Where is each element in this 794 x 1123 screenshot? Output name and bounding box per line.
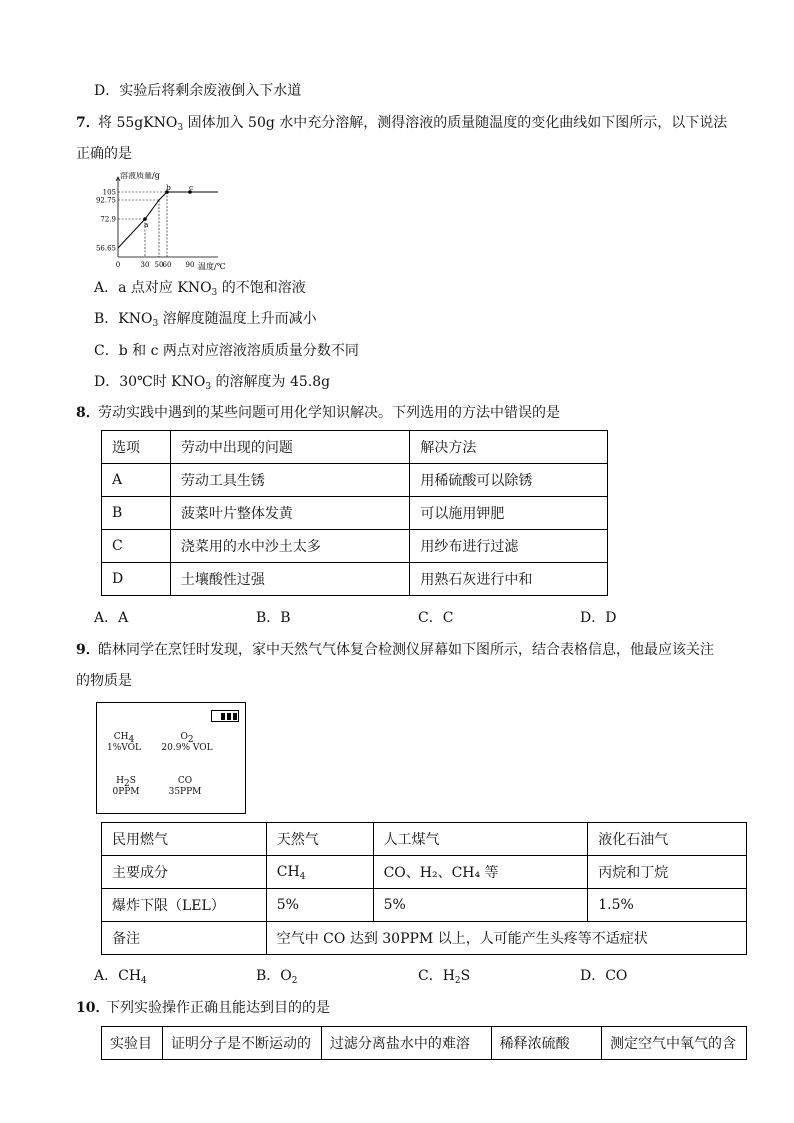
table-row [102,823,747,856]
table-cell: 人工煤气 [373,823,588,856]
y-tick-label: 72.9 [100,215,116,224]
table-cell: 劳动中出现的问题 [170,431,410,464]
point-label-b: b [166,183,171,192]
table-cell: 空气中 CO 达到 30PPM 以上，人可能产生头疼等不适症状 [266,922,746,955]
q9-option-a: A．$CH_4$ [94,968,147,986]
table-cell: 劳动工具生锈 [170,464,410,497]
gas-detector-screen [96,702,246,814]
table-cell: 解决方法 [410,431,608,464]
q8-option-a: A．A [94,610,129,626]
battery-icon [211,710,239,722]
table-cell: $CH_4$ [266,856,373,889]
table-cell: 爆炸下限（LEL） [102,889,267,922]
table-row [102,530,608,563]
table-header-row [102,431,608,464]
series-line [118,192,218,248]
point-label-a: a [144,220,149,229]
x-axis-label: 温度/℃ [198,262,226,271]
table-row [102,563,608,596]
q9-text-line1: 皓林同学在烹饪时发现，家中天然气气体复合检测仪屏幕如下图所示，结合表格信息，他最应该关注 [98,642,714,658]
table-row [102,464,608,497]
q10-table [101,1026,747,1060]
table-row [102,889,747,922]
table-cell: 稀释浓硫酸 [491,1027,601,1060]
q10-number: 10． [76,1000,110,1016]
co-reading: CO 35PPM [168,776,202,797]
table-cell: B [102,497,171,530]
q8-option-c: C．C [418,610,454,626]
x-tick-label: 60 [162,261,172,269]
table-cell: 选项 [102,431,171,464]
q8-number: 8． [76,405,100,421]
q9-option-b: B．$O_2$ [256,968,298,986]
table-cell: 用纱布进行过滤 [410,530,608,563]
table-cell: 土壤酸性过强 [170,563,410,596]
table-cell: 可以施用钾肥 [410,497,608,530]
q8-table [101,430,608,596]
q7-option-a: A．a 点对应 $KNO_3$ 的不饱和溶液 [94,280,306,298]
table-cell: 过滤分离盐水中的难溶 [321,1027,491,1060]
y-tick-label: 56.65 [95,244,116,253]
point-label-c: c [189,183,194,192]
q9-option-d: D．CO [580,968,628,984]
table-cell: 液化石油气 [588,823,747,856]
table-cell: 菠菜叶片整体发黄 [170,497,410,530]
y-tick-label: 92.75 [95,196,116,205]
x-tick-label: 90 [185,261,195,269]
x-tick-label: 50 [154,261,164,269]
table-cell: 浇菜用的水中沙土太多 [170,530,410,563]
table-cell: C [102,530,171,563]
table-cell: 民用燃气 [102,823,267,856]
q9-text-line2: 的物质是 [76,673,132,689]
table-row [102,1027,747,1060]
x-tick-label: 30 [140,261,150,269]
table-cell: 丙烷和丁烷 [588,856,747,889]
q7-number: 7． [76,115,100,131]
ch4-reading: $CH_4$ 1%VOL [107,732,141,753]
q8-option-b: B．B [256,610,291,626]
y-tick-label: 105 [102,188,116,197]
q6-option-d: D．实验后将剩余废液倒入下水道 [94,83,302,99]
q7-text-line1: 将 55gKNO$_3$ 固体加入 50g 水中充分溶解，测得溶液的质量随温度的变化曲线如下图所示，以下说法 [98,115,728,133]
q8-option-d: D．D [580,610,617,626]
table-row [102,497,608,530]
table-cell: 5% [266,889,373,922]
q9-gas-table [101,822,747,955]
table-cell: 实验目 [102,1027,163,1060]
q7-option-c: C．b 和 c 两点对应溶液溶质质量分数不同 [94,343,359,359]
q9-number: 9． [76,642,100,658]
table-cell: CO、H₂、CH₄ 等 [373,856,588,889]
table-cell: 备注 [102,922,267,955]
q9-option-c: C．$H_2S$ [418,968,471,986]
table-cell: 1.5% [588,889,747,922]
y-axis-label: 溶液质量/g [120,172,160,180]
table-cell: 证明分子是不断运动的 [162,1027,321,1060]
q7-option-d: D．30℃时 $KNO_3$ 的溶解度为 45.8g [94,374,331,392]
table-cell: 用熟石灰进行中和 [410,563,608,596]
table-cell: 用稀硫酸可以除锈 [410,464,608,497]
table-cell: 测定空气中氧气的含 [602,1027,747,1060]
table-cell: D [102,563,171,596]
table-row [102,922,747,955]
q10-text: 下列实验操作正确且能达到目的的是 [106,1000,330,1016]
q7-text-line2: 正确的是 [76,146,132,162]
table-cell: A [102,464,171,497]
q7-option-b: B．$KNO_3$ 溶解度随温度上升而减小 [94,311,317,329]
solution-mass-chart [92,172,242,274]
table-cell: 主要成分 [102,856,267,889]
x-tick-label: 0 [115,261,121,269]
table-row [102,856,747,889]
table-cell: 天然气 [266,823,373,856]
o2-reading: $O_2$ 20.9% VOL [161,732,213,753]
table-cell: 5% [373,889,588,922]
q8-text: 劳动实践中遇到的某些问题可用化学知识解决。下列选用的方法中错误的是 [98,405,560,421]
h2s-reading: $H_2S$ 0PPM [112,776,140,797]
